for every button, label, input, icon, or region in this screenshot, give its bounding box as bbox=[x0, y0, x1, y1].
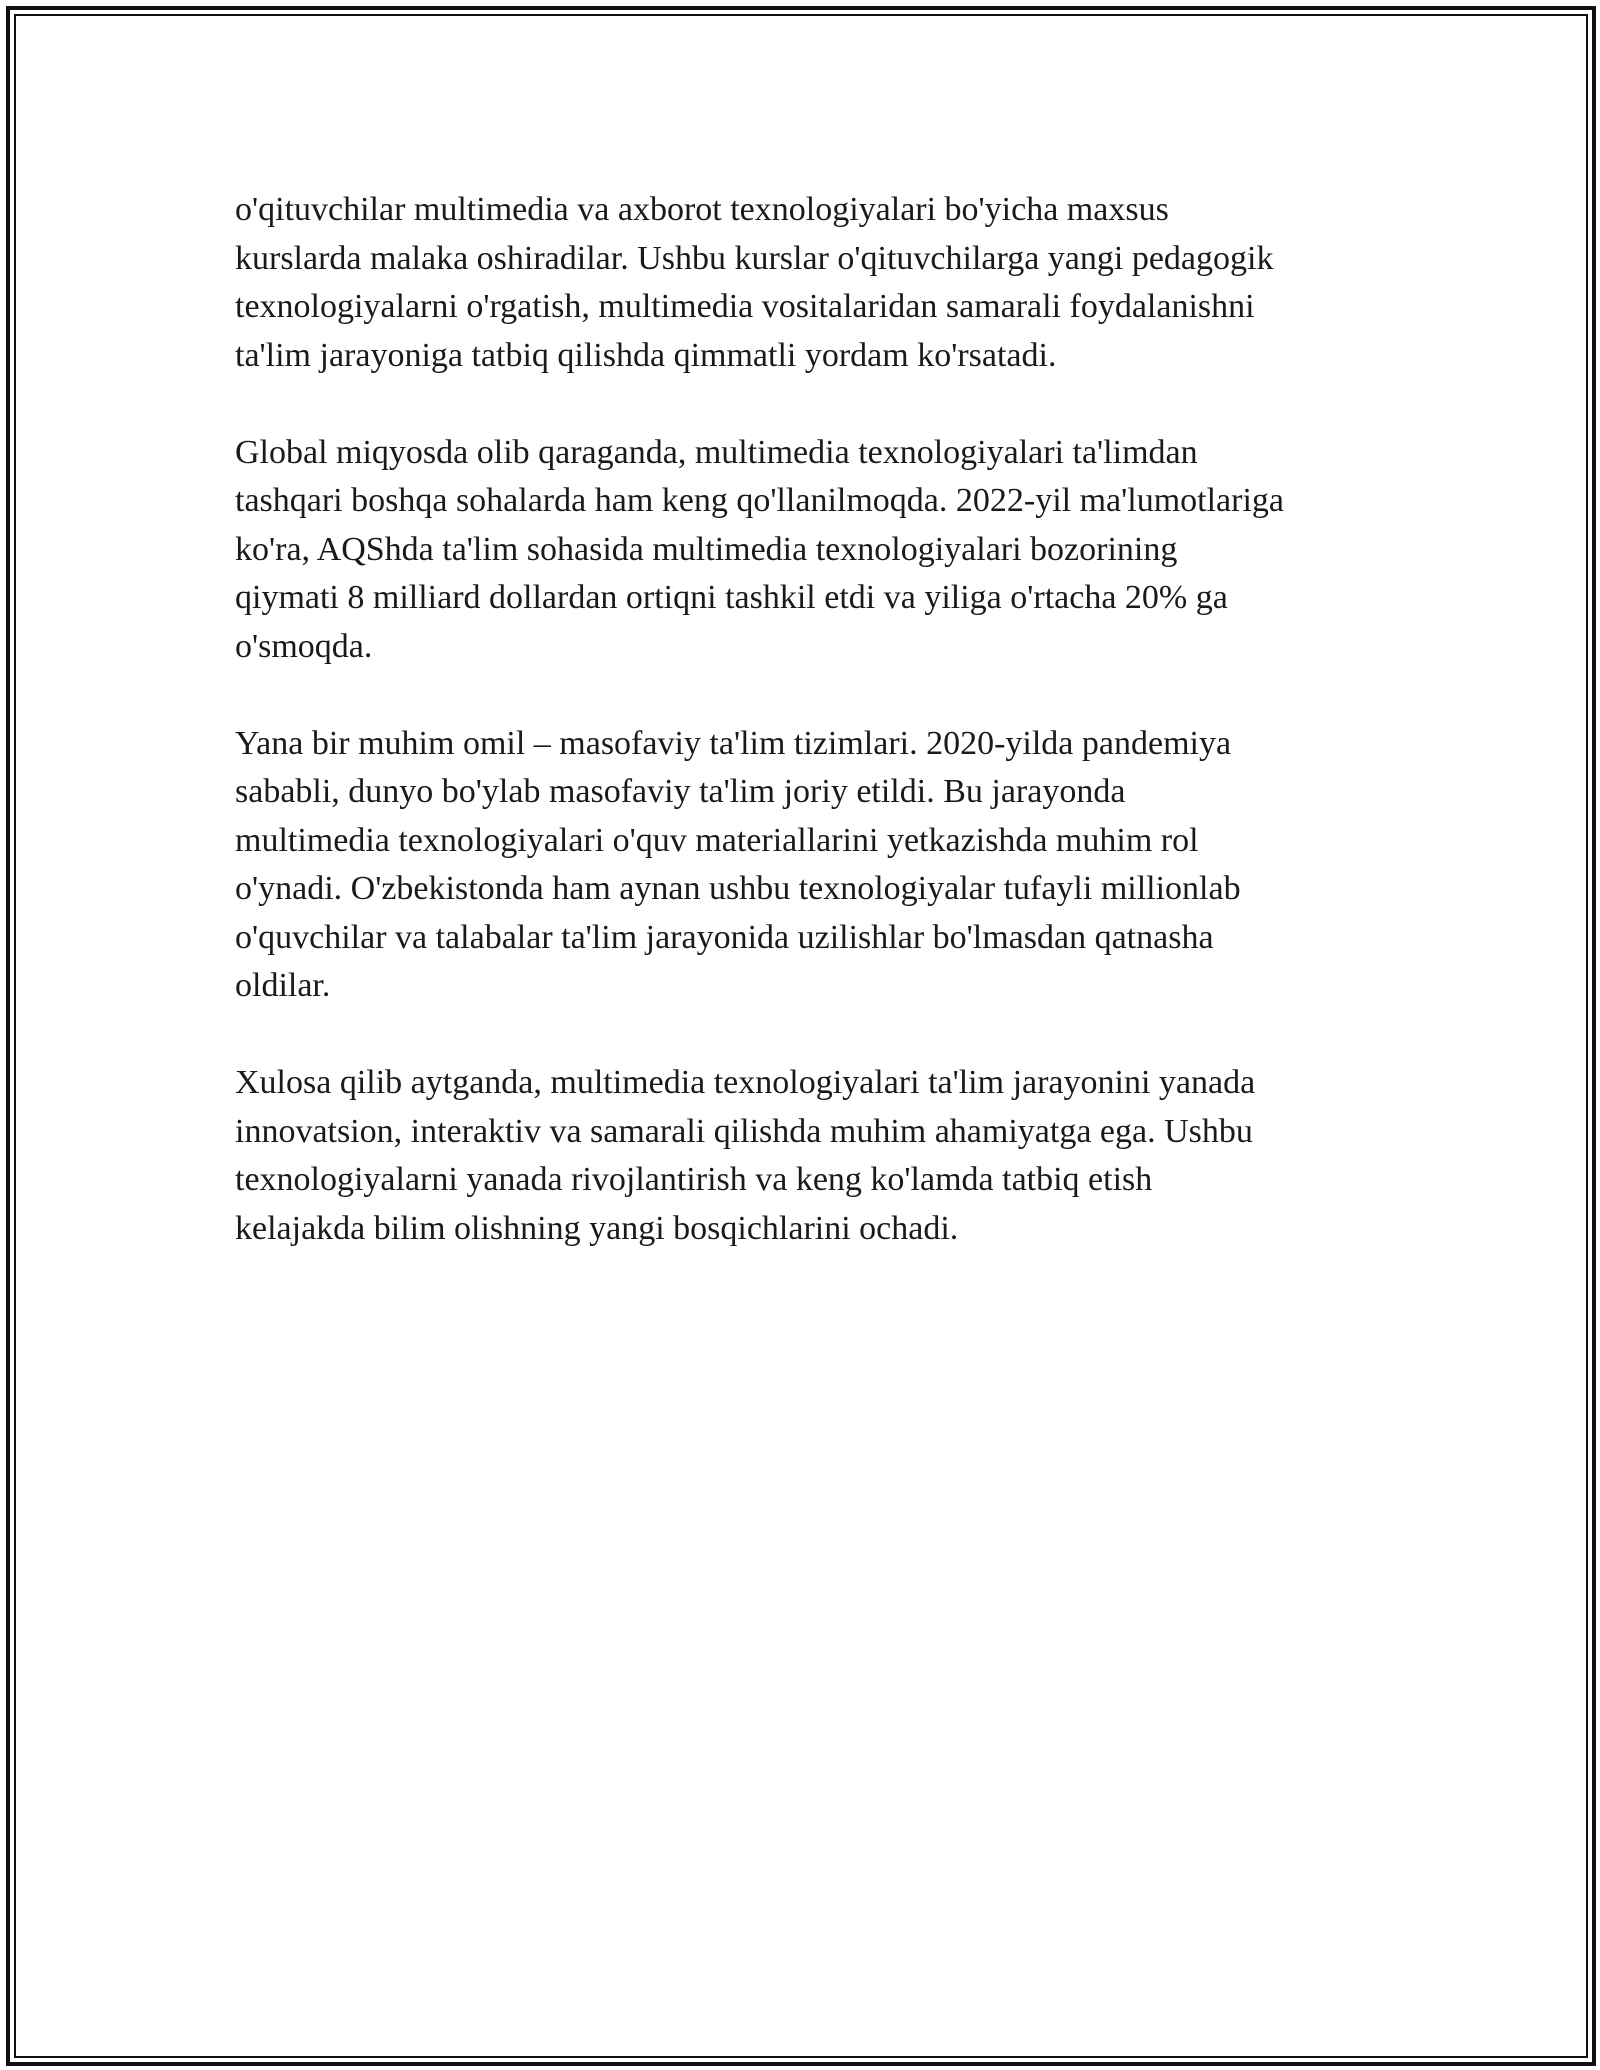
text-line: tashqari boshqa sohalarda ham keng qo'llanilmoqda. 2022-yil ma'lumotlariga bbox=[235, 482, 1285, 519]
text-line: multimedia texnologiyalari o'quv materiallarini yetkazishda muhim rol bbox=[235, 821, 1199, 859]
text-line: Yana bir muhim omil – masofaviy ta'lim tizimlari. 2020-yilda pandemiya bbox=[235, 724, 1232, 762]
text-line: o'ynadi. O'zbekistonda ham aynan ushbu texnologiyalar tufayli millionlab bbox=[235, 870, 1241, 907]
text-line: texnologiyalarni o'rgatish, multimedia vositalaridan samarali foydalanishni bbox=[235, 288, 1255, 325]
document-body bbox=[235, 186, 1395, 1302]
text-line: kurslarda malaka oshiradilar. Ushbu kurslar o'qituvchilarga yangi pedagogik bbox=[235, 239, 1274, 277]
paragraph-conclusion bbox=[235, 1059, 1395, 1253]
text-line: o'quvchilar va talabalar ta'lim jarayonida uzilishlar bo'lmasdan qatnasha bbox=[235, 918, 1214, 956]
paragraph-teacher-training bbox=[235, 186, 1395, 380]
text-line: kelajakda bilim olishning yangi bosqichlarini ochadi. bbox=[235, 1209, 959, 1247]
text-line: texnologiyalarni yanada rivojlantirish va keng ko'lamda tatbiq etish bbox=[235, 1161, 1153, 1198]
text-line: oldilar. bbox=[235, 967, 331, 1004]
text-line: o'smoqda. bbox=[235, 627, 373, 665]
text-line: ta'lim jarayoniga tatbiq qilishda qimmatli yordam ko'rsatadi. bbox=[235, 336, 1057, 374]
text-line: Global miqyosda olib qaraganda, multimedia texnologiyalari ta'limdan bbox=[235, 433, 1198, 471]
text-line: sababli, dunyo bo'ylab masofaviy ta'lim joriy etildi. Bu jarayonda bbox=[235, 773, 1126, 810]
text-line: innovatsion, interaktiv va samarali qilishda muhim ahamiyatga ega. Ushbu bbox=[235, 1112, 1253, 1150]
paragraph-global-market bbox=[235, 429, 1395, 672]
text-line: ko'ra, AQShda ta'lim sohasida multimedia texnologiyalari bozorining bbox=[235, 530, 1178, 568]
text-line: o'qituvchilar multimedia va axborot texnologiyalari bo'yicha maxsus bbox=[235, 191, 1169, 228]
text-line: qiymati 8 milliard dollardan ortiqni tashkil etdi va yiliga o'rtacha 20% ga bbox=[235, 579, 1228, 616]
text-line: Xulosa qilib aytganda, multimedia texnologiyalari ta'lim jarayonini yanada bbox=[235, 1064, 1256, 1101]
paragraph-distance-learning bbox=[235, 720, 1395, 1011]
